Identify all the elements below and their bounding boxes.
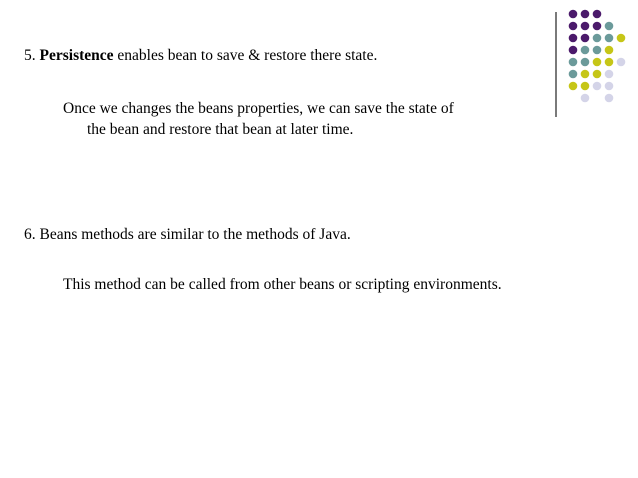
decorative-dot bbox=[581, 10, 590, 19]
decorative-dot bbox=[605, 82, 614, 91]
decorative-dot bbox=[617, 58, 626, 67]
decorative-dot bbox=[617, 34, 626, 43]
item-5-detail-line-2: the bean and restore that bean at later time. bbox=[87, 121, 354, 138]
decorative-dot bbox=[569, 22, 578, 31]
decorative-dot bbox=[569, 46, 578, 55]
item-6-line bbox=[24, 225, 351, 245]
decorative-dot bbox=[581, 22, 590, 31]
decorative-dot bbox=[581, 34, 590, 43]
item-5-detail-line-1: Once we changes the beans properties, we can save the state of bbox=[63, 100, 454, 117]
decorative-dot bbox=[569, 70, 578, 79]
decorative-dot bbox=[593, 34, 602, 43]
decorative-dot bbox=[581, 58, 590, 67]
decorative-dot bbox=[605, 58, 614, 67]
item-5-number: 5. bbox=[24, 47, 36, 64]
item-5-line bbox=[24, 46, 377, 66]
decorative-dot bbox=[569, 10, 578, 19]
decorative-dot bbox=[569, 82, 578, 91]
decorative-dot bbox=[605, 70, 614, 79]
decorative-dot bbox=[605, 22, 614, 31]
decorative-dot bbox=[605, 94, 614, 103]
item-6-text: Beans methods are similar to the methods of Java. bbox=[39, 226, 351, 243]
decorative-dot bbox=[581, 46, 590, 55]
decorative-dot bbox=[593, 46, 602, 55]
decorative-dot bbox=[593, 58, 602, 67]
decorative-dot bbox=[569, 34, 578, 43]
decorative-dot bbox=[569, 58, 578, 67]
item-5-text: enables bean to save & restore there state. bbox=[117, 47, 378, 64]
decorative-dot bbox=[593, 10, 602, 19]
item-6-number: 6. bbox=[24, 226, 36, 243]
decorative-dot bbox=[605, 46, 614, 55]
decorative-dot bbox=[581, 70, 590, 79]
item-5-term: Persistence bbox=[39, 47, 114, 64]
decorative-dot bbox=[593, 70, 602, 79]
decorative-dot bbox=[581, 82, 590, 91]
decorative-dot bbox=[605, 34, 614, 43]
decorative-dot bbox=[593, 22, 602, 31]
item-6-detail: This method can be called from other beans or scripting environments. bbox=[63, 276, 502, 293]
decorative-dot bbox=[581, 94, 590, 103]
decorative-dot bbox=[593, 82, 602, 91]
